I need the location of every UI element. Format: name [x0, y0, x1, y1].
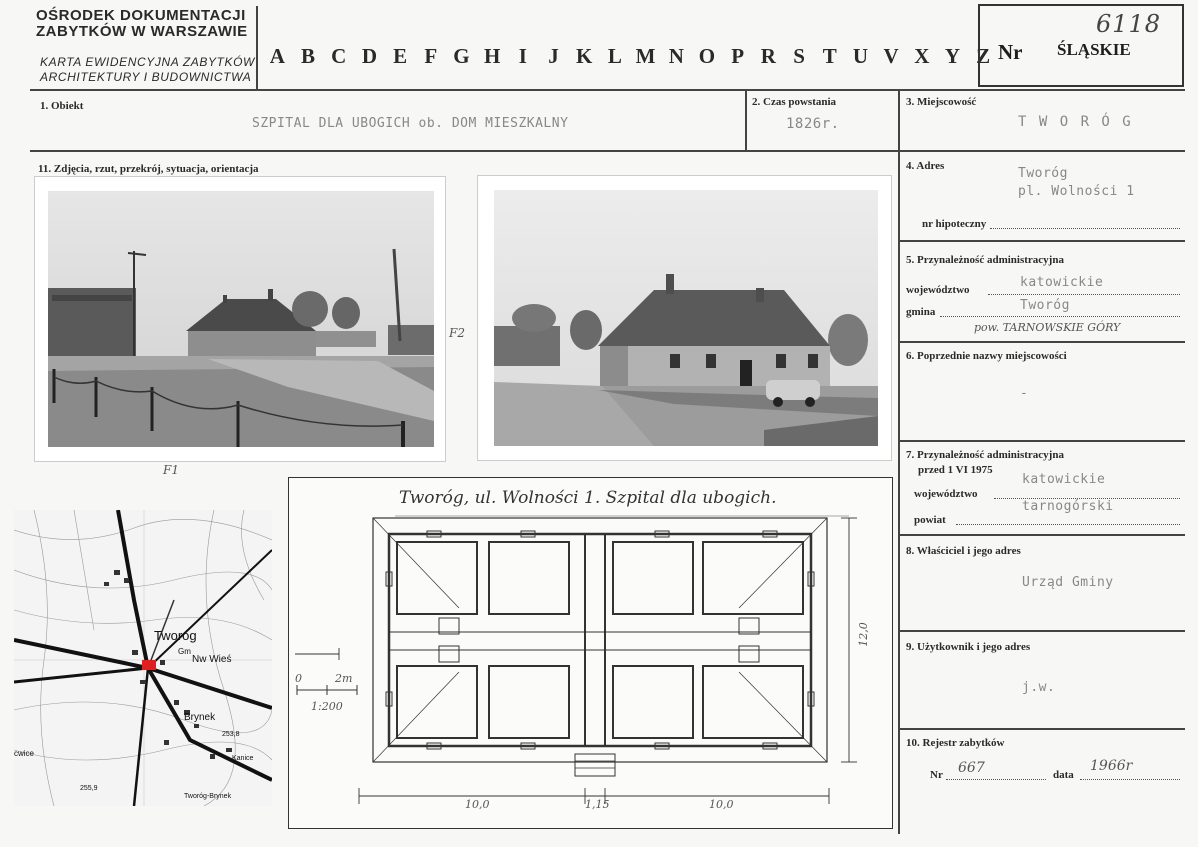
plan-dim-right: 10,0	[709, 798, 734, 811]
map-label-spot1: 255,9	[80, 785, 98, 792]
card-number: 6118	[1096, 10, 1162, 38]
divider	[898, 89, 900, 834]
divider	[898, 728, 1185, 730]
field-value-miejscowosc: T W O R Ó G	[1018, 114, 1133, 130]
field-value-rejestr-data: 1966r	[1090, 758, 1133, 774]
index-letter: K	[576, 44, 593, 68]
field-value-gmina: Tworóg	[1020, 298, 1070, 313]
index-letter: C	[331, 44, 347, 68]
header-divider	[256, 6, 258, 90]
divider	[898, 440, 1185, 442]
org-line-1: OŚRODEK DOKUMENTACJI	[36, 7, 246, 24]
plan-dim-mid: 1,15	[585, 798, 610, 811]
dotted-line	[990, 228, 1180, 229]
plan-dim-left: 10,0	[465, 798, 490, 811]
field-value-adres-2: pl. Wolności 1	[1018, 184, 1135, 199]
field-label-przed: 7. Przynależność administracyjna	[906, 449, 1064, 461]
map-label-spot2: 253,8	[222, 731, 240, 738]
subtitle-line-1: KARTA EWIDENCYJNA ZABYTKÓW	[40, 55, 255, 69]
field-value-uzytkownik: j.w.	[1022, 680, 1056, 695]
field-value-adres-1: Tworóg	[1018, 166, 1068, 181]
field-label-poprzednie: 6. Poprzednie nazwy miejscowości	[906, 350, 1067, 362]
field-label-powiat: powiat	[914, 514, 946, 526]
photo-f1-label: F1	[163, 463, 179, 477]
map-label-place5: Tworóg-Brynek	[184, 793, 232, 800]
index-letter: V	[883, 44, 899, 68]
field-label-rejestr-data: data	[1053, 769, 1074, 781]
divider	[30, 150, 1185, 152]
map-label-place4: Kanice	[232, 755, 254, 762]
field-label-uzytkownik: 9. Użytkownik i jego adres	[906, 641, 1031, 653]
field-value-powiat: tarnogórski	[1022, 499, 1114, 514]
index-letter: I	[518, 44, 527, 68]
field-value-czas: 1826r.	[786, 116, 840, 132]
map-label-place3: Brynek	[184, 712, 216, 723]
field-value-rejestr-nr: 667	[958, 760, 985, 776]
index-letter: O	[698, 44, 716, 68]
alphabet-index	[262, 44, 999, 69]
index-letter: Y	[944, 44, 961, 68]
field-label-czas: 2. Czas powstania	[752, 96, 837, 108]
field-label-rejestr: 10. Rejestr zabytków	[906, 737, 1005, 749]
divider	[30, 89, 1185, 91]
divider	[898, 341, 1185, 343]
plan-title: Tworóg, ul. Wolności 1. Szpital dla ubogich.	[399, 488, 777, 508]
photo-f2-label: F2	[449, 326, 465, 340]
index-letter: F	[424, 44, 438, 68]
field-label-hipoteczny: nr hipoteczny	[922, 218, 987, 230]
organization-name	[36, 8, 248, 40]
floor-plan	[288, 477, 893, 829]
field-label-obiekt: 1. Obiekt	[40, 100, 84, 112]
field-label-miejscowosc: 3. Miejscowość	[906, 96, 977, 108]
index-letter: D	[361, 44, 377, 68]
divider	[898, 630, 1185, 632]
floor-plan-drawing	[289, 478, 891, 827]
region-label: ŚLĄSKIE	[1057, 40, 1131, 59]
photo-f1-image	[48, 191, 434, 447]
subtitle-line-2: ARCHITEKTURY I BUDOWNICTWA	[40, 70, 252, 84]
plan-scale-ratio: 1:200	[311, 700, 343, 713]
index-letter: J	[548, 44, 559, 68]
field-label-wojewodztwo-2: województwo	[914, 488, 978, 500]
dotted-line	[940, 316, 1180, 317]
index-letter: U	[852, 44, 868, 68]
index-letter: T	[822, 44, 837, 68]
location-map	[14, 510, 272, 806]
field-value-poprzednie: -	[1020, 386, 1029, 401]
field-label-przynaleznosc: 5. Przynależność administracyjna	[906, 254, 1064, 266]
index-letter: M	[635, 44, 656, 68]
divider	[898, 240, 1185, 242]
index-letter: P	[731, 44, 745, 68]
index-letter: E	[393, 44, 408, 68]
plan-scale-2m: 2m	[335, 672, 353, 685]
field-label-wlasciciel: 8. Właściciel i jego adres	[906, 545, 1021, 557]
dotted-line	[988, 294, 1180, 295]
field-label-zdjecia: 11. Zdjęcia, rzut, przekrój, sytuacja, orientacja	[38, 163, 259, 175]
handwritten-powiat-note: pow. TARNOWSKIE GÓRY	[974, 321, 1121, 334]
index-letter: H	[483, 44, 501, 68]
index-letter: S	[793, 44, 805, 68]
dotted-line	[946, 779, 1046, 780]
map-label-town-small: Gm	[178, 647, 191, 656]
nr-label: Nr	[998, 40, 1023, 64]
photo-f2	[477, 175, 892, 461]
photo-f2-image	[494, 190, 878, 446]
field-label-rejestr-nr: Nr	[930, 769, 943, 781]
field-value-wlasciciel: Urząd Gminy	[1022, 575, 1114, 590]
index-letter: A	[269, 44, 285, 68]
field-label-przed-date: przed 1 VI 1975	[918, 464, 993, 476]
field-label-gmina: gmina	[906, 306, 936, 318]
field-value-obiekt: SZPITAL DLA UBOGICH ob. DOM MIESZKALNY	[252, 116, 569, 131]
field-label-wojewodztwo: województwo	[906, 284, 970, 296]
map-label-town: Tworóg	[154, 628, 197, 643]
index-letter: L	[607, 44, 622, 68]
org-line-2: ZABYTKÓW W WARSZAWIE	[36, 23, 248, 40]
map-drawing	[14, 510, 272, 806]
map-label-spot3: cwice	[14, 749, 35, 758]
index-letter: G	[453, 44, 470, 68]
dotted-line	[1080, 779, 1180, 780]
field-value-wojewodztwo-2: katowickie	[1022, 472, 1106, 487]
plan-scale-zero: 0	[295, 672, 302, 685]
index-letter: R	[760, 44, 776, 68]
plan-dim-height: 12,0	[856, 622, 870, 647]
card-subtitle	[40, 55, 255, 85]
divider	[745, 89, 747, 151]
divider	[898, 534, 1185, 536]
index-letter: X	[914, 44, 930, 68]
index-letter: B	[301, 44, 316, 68]
dotted-line	[956, 524, 1180, 525]
index-letter: N	[668, 44, 684, 68]
field-label-adres: 4. Adres	[906, 160, 945, 172]
photo-f1	[34, 176, 446, 462]
field-value-wojewodztwo: katowickie	[1020, 275, 1104, 290]
index-letter: Z	[976, 44, 991, 68]
map-label-place2: Nw Wieś	[192, 654, 232, 665]
